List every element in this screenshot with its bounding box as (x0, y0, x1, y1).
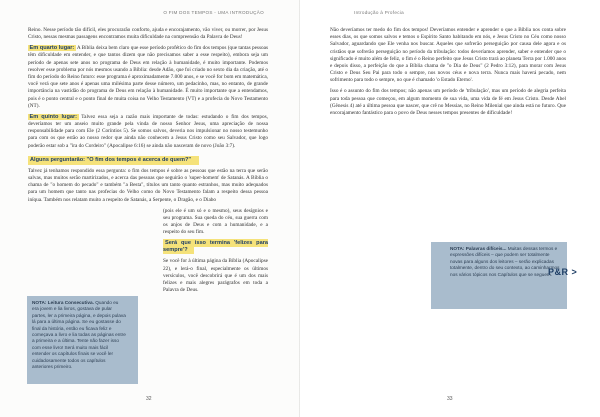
paragraph: Se você for à última página da Bíblia (Apocalipse 22), e lerá-o final, especialmente os últimos versículos, você descobrirá que é um dos mais felizes e mais alegres parágrafos em toda a Palavra de Deus. (163, 258, 268, 294)
paragraph: Reino. Nesse período tão difícil, eles procurarão conforto, ajuda e encorajamento, vão viver, ou morrer, por Jesus Cristo, nessas mesmas passagens encontramos muita dificuldade na compreensão da Palavra de Deus! (28, 27, 268, 41)
note-title: NOTA: Leitura Consecutiva. (32, 300, 94, 305)
highlight-label: Em quinto lugar: (29, 113, 78, 120)
paragraph-text: Talvez essa seja a razão mais importante de todas: estudando o fim dos tempos, deveríamos ter um anseio muito grande pela vinda de nosso Senhor Jesus, uma apreciação de nossa responsabilidade para com Ele (2 Coríntios 5). Se somos salvos, deveria nos impulsionar no nosso testemunho para com os que estão ao nosso redor que ainda não conhecem a Jesus Cristo como seu Salvador, que logo poderão estar sob a "ira do Cordeiro" (Apocalipse 6:16) se ainda não nasceram de novo (João 3:7). (28, 113, 268, 149)
note-title: NOTA: Palavras difíceis... (450, 246, 507, 251)
page-number: 33 (447, 396, 453, 402)
paragraph: Isso é o assunto do fim dos tempos; não apenas um período de 'tribulação', mas um período de alegria perfeita para toda pessoa que começou, em algum momento de sua vida, uma vida de fé em Jesus Cristo. Desde Abel (Gênesis 4) até a última pessoa que nascer, que crê no Messias, no Reino Milenial que ainda está no futuro. Que encorajamento fantástico para o povo de Deus nesses tempos presentes de dificuldade! (330, 88, 566, 117)
page-number: 32 (146, 396, 152, 402)
running-head-left: O FIM DOS TEMPOS - UMA INTRODUÇÃO (163, 10, 264, 15)
note-box-reading (27, 296, 131, 384)
split-text (163, 208, 268, 299)
qa-link[interactable]: P&R > (548, 267, 578, 277)
note-text: Muitas dessas termos e expressões difíceis – que podem ser totalmente novas para alguns dos leitores – serão explicadas totalmente, dentro do seu contexto, ao caminharmos nos vários tópicos nos Capítulos que se seguem. (450, 246, 560, 277)
paragraph-text: A Bíblia deixa bem claro que esse período profético do fim dos tempos (que tantas pessoas têm dificuldade em entender, e que tantos dizem que não precisamos saber a esse respeito), embora seja um período de apenas sete anos no programa de Deus em relação à humanidade, é muito importante. Podemos resolver esse problema por nós mesmos usando a Bíblia: desde Adão, que foi criado no sexto dia da criação, até o fim do período do Reino futuro: esse programa é aproximadamente 7.000 anos, e se você for bom em matemática, você verá que sete anos é apenas uma milésima parte desse número, um pedacinho, mas, no entanto, de grande importância na vastidão do programa de Deus em relação à humanidade. É muito importante que a entendamos, pois é o ponto central e o ponto final de muita coisa no Velho Testamento (VT) e a profecia do Novo Testamento (NT). (28, 45, 268, 109)
split-spacer (28, 208, 158, 278)
highlight-label: Em quarto lugar: (29, 45, 75, 52)
paragraph: Não deveríamos ter medo do fim dos tempos! Deveríamos entender e aprender o que a Bíblia nos conta sobre esses dias, os que somos salvos e temos o Espírito Santo habitando em nós, e Jesus Cristo no Céu como nosso Salvador, aguardando que Ele venha nos buscar. Aqueles que sofrerão perseguição por causa dele agora e os cristãos que sofrerão perseguição no período da tribulação: todos deveríamos aprender, saber e entender que o significado é muito além de feliz, o fim é o Reino perfeito que Jesus Cristo trará ao planeta Terra por 1.000 anos e depois disso, a perfeição do que a Bíblia chama de "o Dia de Deus" (2 Pedro 3:12), para morar com Jesus Cristo e Deus Seu Pai para todo o sempre, nos novos céus e nova terra. Nunca mais haverá pecado, nem sofrimento para todo o sempre, no que é chamado 'o Estado Eterno'. (330, 27, 566, 84)
split-section (28, 207, 268, 294)
left-text-column (28, 27, 268, 294)
paragraph (28, 114, 268, 150)
section-heading: Será que isso termina 'felizes para sempre'? (163, 240, 268, 254)
running-head-right: Introdução à Profecia (354, 10, 404, 15)
paragraph: (pois ele é um só e o mesmo), seus desígnios e seu programa. Sua queda do céu, sua guerra com os anjos de Deus e com a humanidade, e a respeito do seu fim. (163, 207, 268, 236)
paragraph: Talvez já tenhamos respondido essa pergunta: o fim dos tempos é sobre as pessoas que estão na terra que serão salvas, mas muitos serão martirizados, e acerca das pessoas que seguirão o 'super-homem' de Satanás. A Bíblia o chama de "o homem do pecado" e também "a Besta", títulos um tanto quanto estranhos, mas muito adequados para um homem que tanto nas profecias do Velho como do Novo Testamento falam a respeito dessa pessoa iníqua. Também nos relatam muito a respeito de Satanás, a Serpente, o Dragão, e o Diabo (28, 167, 268, 203)
right-text-column (330, 27, 566, 121)
paragraph (28, 45, 268, 110)
note-text: Quando eu era jovem e lia livros, gostava de pular partes, ler a primeira página, e depois pulava lá para a última página. Se eu gostasse do final da história, então eu ficava feliz e começava a livro e lia todas as páginas entre a primeira e a última. Tente não fazer isso com esse livro! Será muito mais fácil entender os capítulos finais se você ler cuidadosamente todos os capítulos anteriores primeiro. (32, 300, 126, 370)
right-page (300, 0, 600, 417)
paragraph (163, 240, 268, 254)
section-heading: Alguns perguntarão: "O fim dos tempos é acerca de quem?" (28, 156, 199, 165)
